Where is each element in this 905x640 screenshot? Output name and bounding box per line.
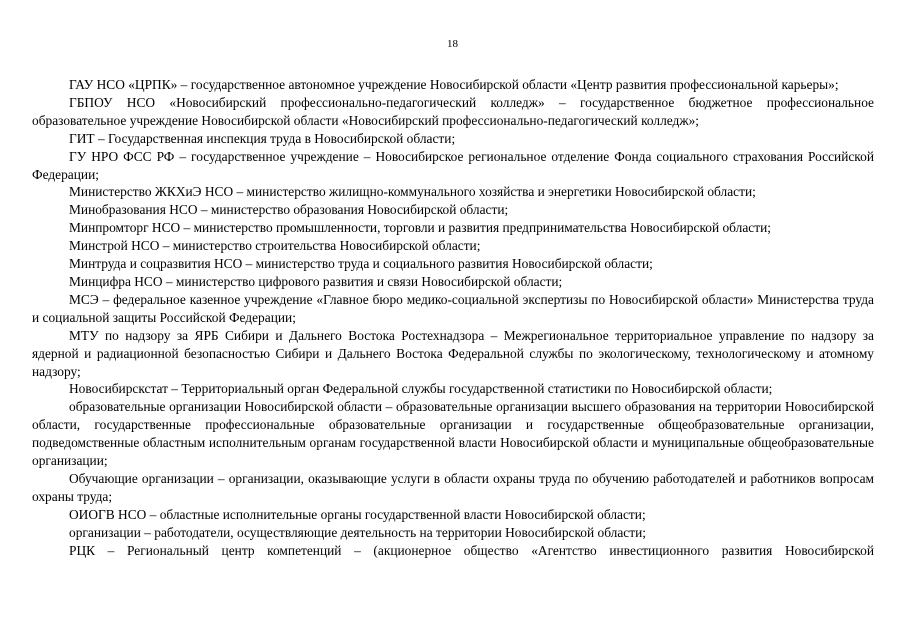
definition-rck: РЦК – Региональный центр компетенций – (акционерное общество «Агентство инвестиционного развития Новосибирской [69, 542, 874, 558]
definition-git: ГИТ – Государственная инспекция труда в Новосибирской области; [69, 130, 456, 146]
definition-novosibirskstat: Новосибирскстат – Территориальный орган Федеральной службы государственной статистики по Новосибирской области; [69, 381, 773, 397]
page-number: 18 [447, 38, 458, 50]
definition-obrazovatelnye-organizacii: образовательные организации Новосибирской области – образовательные организации высшего образования на территории Новосибирской области, государственные профессиональные образовательные организации и государственные общеобразовательные организации, подведомственные областным исполнительным органам государственной власти Новосибирской области и муниципальные общеобразовательные организации; [32, 399, 874, 469]
definition-mintruda-nso: Минтруда и соцразвития НСО – министерство труда и социального развития Новосибирской области; [69, 256, 653, 272]
definition-minobrazovaniya-nso: Минобразования НСО – министерство образования Новосибирской области; [69, 202, 509, 218]
definition-minstroy-nso: Минстрой НСО – министерство строительства Новосибирской области; [69, 238, 481, 254]
definition-ministerstvo-zhkhie-nso: Министерство ЖКХиЭ НСО – министерство жилищно-коммунального хозяйства и энергетики Новосибирской области; [69, 184, 756, 200]
definition-gu-nro-fss-rf: ГУ НРО ФСС РФ – государственное учреждение – Новосибирское региональное отделение Фонда социального страхования Российской Федерации; [32, 148, 874, 182]
definitions-list [32, 76, 874, 559]
definition-gbpou-nso: ГБПОУ НСО «Новосибирский профессионально-педагогический колледж» – государственное бюджетное профессиональное образовательное учреждение Новосибирской области «Новосибирский профессионально-педагогический колледж»; [32, 94, 874, 128]
definition-oiogv-nso: ОИОГВ НСО – областные исполнительные органы государственной власти Новосибирской области; [69, 506, 646, 522]
definition-mse: МСЭ – федеральное казенное учреждение «Главное бюро медико-социальной экспертизы по Новосибирской области» Министерства труда и социальной защиты Российской Федерации; [32, 291, 874, 325]
definition-minpromtorg-nso: Минпромторг НСО – министерство промышленности, торговли и развития предпринимательства Новосибирской области; [69, 220, 771, 236]
definition-obuchayushchie-organizacii: Обучающие организации – организации, оказывающие услуги в области охраны труда по обучению работодателей и работников вопросам охраны труда; [32, 470, 874, 504]
definition-mtu-rostekhnadzor: МТУ по надзору за ЯРБ Сибири и Дальнего Востока Ростехнадзора – Межрегиональное территориальное управление по надзору за ядерной и радиационной безопасностью Сибири и Дальнего Востока Федеральной службы по экологическому, технологическому и атомному надзору; [32, 327, 874, 379]
definition-mincifra-nso: Минцифра НСО – министерство цифрового развития и связи Новосибирской области; [69, 273, 563, 289]
definition-organizacii: организации – работодатели, осуществляющие деятельность на территории Новосибирской области; [69, 524, 646, 540]
definition-gau-nso-crpk: ГАУ НСО «ЦРПК» – государственное автономное учреждение Новосибирской области «Центр развития профессиональной карьеры»; [69, 77, 839, 92]
